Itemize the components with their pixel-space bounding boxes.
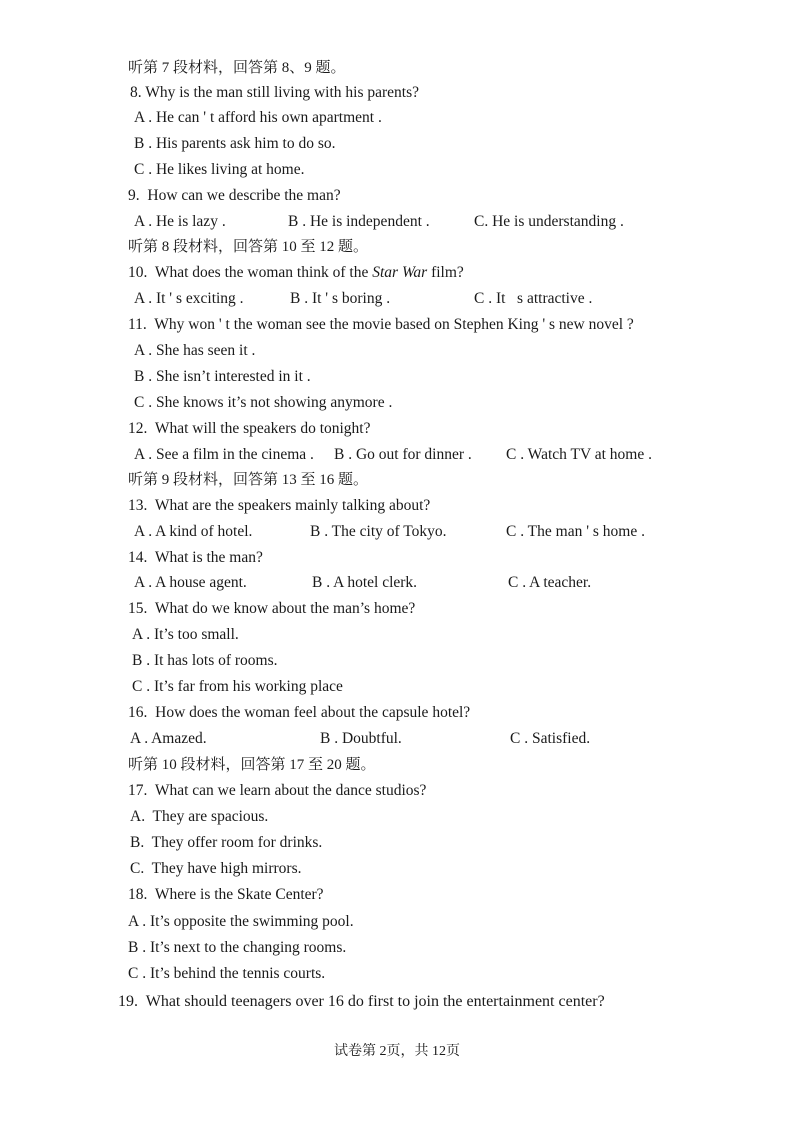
question-18-option-a: A . It’s opposite the swimming pool.: [128, 913, 354, 930]
question-10-stem: [128, 263, 464, 283]
question-15-option-a: A . It’s too small.: [132, 626, 239, 643]
question-18-stem: 18. Where is the Skate Center?: [128, 886, 324, 903]
question-11-option-a: A . She has seen it .: [134, 342, 256, 359]
question-13-option-b: B . The city of Tokyo.: [310, 523, 447, 540]
question-11-option-c: C . She knows it’s not showing anymore .: [134, 394, 393, 411]
question-10-film-title: Star War: [372, 264, 428, 281]
question-9-option-a: A . He is lazy .: [134, 213, 226, 230]
question-8-option-b: B . His parents ask him to do so.: [134, 135, 336, 152]
question-12-option-c: C . Watch TV at home .: [506, 446, 652, 463]
question-12-option-a: A . See a film in the cinema .: [134, 446, 314, 463]
question-15-stem: 15. What do we know about the man’s home?: [128, 600, 416, 617]
question-9-option-c: C. He is understanding .: [474, 213, 624, 230]
question-14-option-b: B . A hotel clerk.: [312, 574, 418, 591]
question-15-option-c: C . It’s far from his working place: [132, 678, 343, 695]
question-12-stem: 12. What will the speakers do tonight?: [128, 420, 371, 437]
question-13-option-a: A . A kind of hotel.: [134, 523, 253, 540]
question-16-option-c: C . Satisfied.: [510, 730, 591, 747]
question-13-option-c: C . The man ' s home .: [506, 523, 645, 540]
question-10-stem-text: 10. What does the woman think of the: [128, 264, 373, 281]
question-14-stem: 14. What is the man?: [128, 549, 263, 566]
question-11-stem: 11. Why won ' t the woman see the movie based on Stephen King ' s new novel ?: [128, 316, 634, 333]
section-heading-10: 听第 10 段材料，回答第 17 至 20 题。: [128, 757, 376, 773]
question-18-option-b: B . It’s next to the changing rooms.: [128, 939, 347, 956]
section-heading-7: 听第 7 段材料，回答第 8、9 题。: [128, 60, 346, 76]
question-17-stem: 17. What can we learn about the dance studios?: [128, 782, 427, 799]
question-17-option-a: A. They are spacious.: [130, 808, 269, 825]
question-8-option-c: C . He likes living at home.: [134, 161, 305, 178]
page-footer: 试卷第 2页，共 12页: [334, 1044, 460, 1059]
question-9-stem: 9. How can we describe the man?: [128, 187, 341, 204]
question-12-option-b: B . Go out for dinner .: [334, 446, 472, 463]
section-heading-9: 听第 9 段材料，回答第 13 至 16 题。: [128, 472, 369, 488]
question-13-stem: 13. What are the speakers mainly talking about?: [128, 497, 431, 514]
question-8-option-a: A . He can ' t afford his own apartment .: [134, 109, 382, 126]
question-16-option-a: A . Amazed.: [130, 730, 207, 747]
question-17-option-b: B. They offer room for drinks.: [130, 834, 323, 851]
question-16-stem: 16. How does the woman feel about the capsule hotel?: [128, 704, 471, 721]
question-18-option-c: C . It’s behind the tennis courts.: [128, 965, 326, 982]
question-10-option-a: A . It ' s exciting .: [134, 290, 244, 307]
question-14-option-c: C . A teacher.: [508, 574, 592, 591]
section-heading-8: 听第 8 段材料，回答第 10 至 12 题。: [128, 239, 369, 255]
question-10-option-b: B . It ' s boring .: [290, 290, 391, 307]
question-10-option-c: C . It s attractive .: [474, 290, 593, 307]
question-15-option-b: B . It has lots of rooms.: [132, 652, 278, 669]
question-10-stem-end: film?: [427, 264, 464, 281]
question-8-stem: 8. Why is the man still living with his parents?: [130, 84, 420, 101]
question-14-option-a: A . A house agent.: [134, 574, 247, 591]
question-19-stem: 19. What should teenagers over 16 do first to join the entertainment center?: [118, 993, 605, 1010]
question-9-option-b: B . He is independent .: [288, 213, 430, 230]
question-17-option-c: C. They have high mirrors.: [130, 860, 302, 877]
question-11-option-b: B . She isn’t interested in it .: [134, 368, 311, 385]
question-16-option-b: B . Doubtful.: [320, 730, 402, 747]
